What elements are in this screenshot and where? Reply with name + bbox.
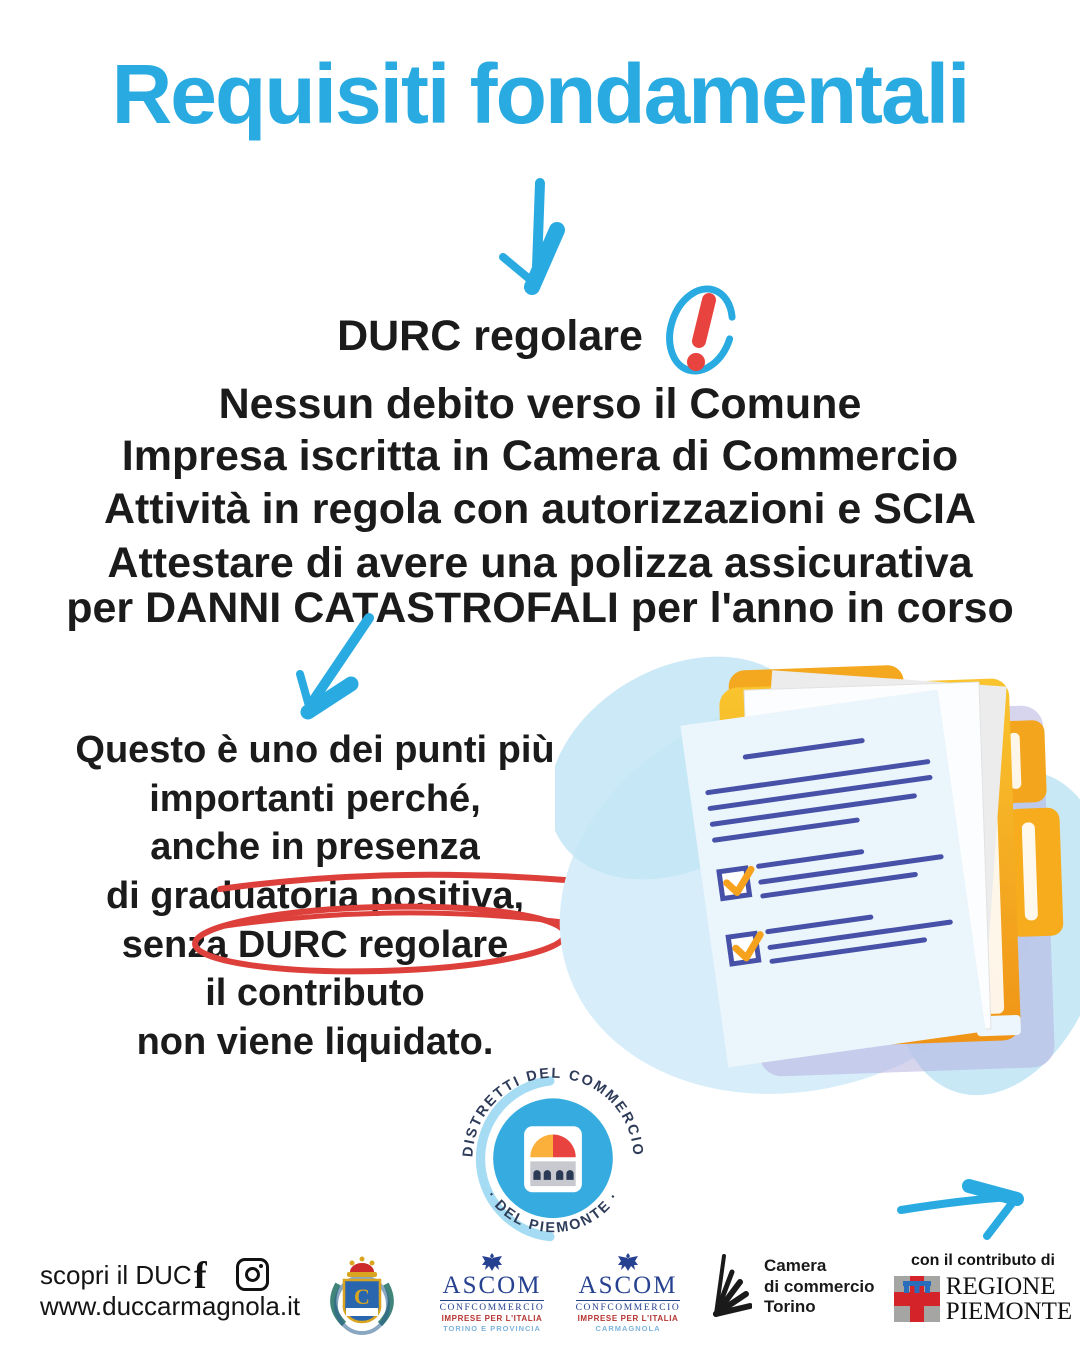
- distretti-arc-top-text: DISTRETTI DEL COMMERCIO: [460, 1065, 646, 1158]
- regione-pre-text: con il contributo di: [911, 1252, 1055, 1269]
- diagonal-arrow-icon: [283, 606, 393, 726]
- requirement-item: per DANNI CATASTROFALI per l'anno in corso: [66, 584, 1014, 633]
- note-line: il contributo: [205, 972, 425, 1015]
- camera-fan-icon: [710, 1254, 752, 1320]
- requirement-item-durc: [337, 294, 743, 378]
- alert-exclamation-icon: [659, 280, 743, 378]
- regione-line2: PIEMONTE: [945, 1298, 1073, 1325]
- note-line: importanti perché,: [149, 777, 481, 820]
- ascom-name: ASCOM: [442, 1272, 542, 1299]
- website-link[interactable]: www.duccarmagnola.it: [40, 1290, 301, 1321]
- camera-line3: Torino: [764, 1297, 816, 1317]
- ascom-region: CARMAGNOLA: [595, 1324, 661, 1333]
- footer: [0, 1246, 1080, 1350]
- instagram-dot: [259, 1264, 263, 1268]
- instagram-icon[interactable]: [236, 1258, 269, 1291]
- ascom-tagline: IMPRESE PER L'ITALIA: [441, 1314, 543, 1323]
- facebook-icon[interactable]: f: [194, 1255, 207, 1297]
- note-line: Questo è uno dei punti più: [75, 729, 555, 771]
- ascom-name: ASCOM: [578, 1272, 678, 1299]
- right-arrow-icon: [893, 1166, 1033, 1246]
- carmagnola-crest-logo: [322, 1250, 402, 1342]
- ascom-tagline: IMPRESE PER L'ITALIA: [577, 1314, 679, 1323]
- camera-line2: di commercio: [764, 1276, 875, 1296]
- note-line: di graduatoria positiva,: [105, 874, 525, 917]
- discover-label: scopri il DUC: [40, 1260, 192, 1290]
- ascom-region: TORINO E PROVINCIA: [443, 1324, 541, 1333]
- note-line: non viene liquidato.: [136, 1020, 494, 1063]
- ascom-eagle-icon: [480, 1252, 504, 1272]
- instagram-lens: [245, 1267, 260, 1282]
- page-title: Requisiti fondamentali: [111, 47, 969, 141]
- requirement-item: Attività in regola con autorizzazioni e SCIA: [103, 484, 977, 533]
- camera-commercio-logo: [710, 1254, 875, 1320]
- regione-piemonte-logo: [893, 1252, 1073, 1324]
- ascom-org: CONFCOMMERCIO: [440, 1300, 545, 1313]
- ascom-torino-logo: [432, 1252, 552, 1333]
- requirement-durc-label: DURC regolare: [337, 311, 643, 360]
- note-line: senza DURC regolare: [121, 923, 509, 966]
- ascom-org: CONFCOMMERCIO: [576, 1300, 681, 1313]
- note-line: anche in presenza: [150, 826, 480, 869]
- requirement-item: Impresa iscritta in Camera di Commercio: [121, 432, 959, 481]
- piemonte-shield-icon: [894, 1276, 940, 1322]
- regione-line1: REGIONE: [945, 1273, 1056, 1300]
- distretti-piemonte-logo: [447, 1052, 659, 1248]
- svg-text:C: C: [354, 1284, 370, 1309]
- requirement-item: Nessun debito verso il Comune: [218, 380, 862, 428]
- requirements-list: [0, 294, 1080, 631]
- note-paragraph: [45, 726, 585, 1066]
- requirement-item: Attestare di avere una polizza assicurativa: [107, 539, 973, 588]
- down-arrow-icon: [495, 175, 585, 300]
- ascom-eagle-icon: [616, 1252, 640, 1272]
- documents-folder-illustration: [555, 628, 1080, 1108]
- distretti-arc-bottom-text: · DEL PIEMONTE ·: [483, 1188, 623, 1237]
- camera-line1: Camera: [764, 1256, 827, 1276]
- ascom-carmagnola-logo: [568, 1252, 688, 1333]
